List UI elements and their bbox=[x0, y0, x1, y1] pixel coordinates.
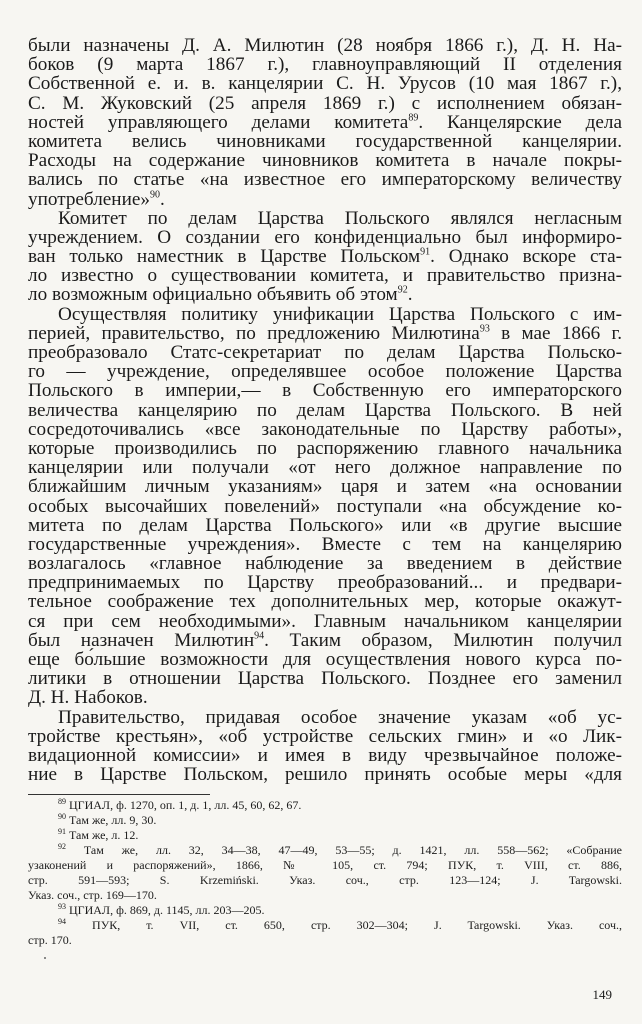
footnote-text: Там же, л. 12. bbox=[69, 828, 139, 842]
body-text-continued: . bbox=[407, 284, 413, 306]
footnote-line bbox=[28, 888, 622, 903]
body-text: возлагалось «главное наблюдение за введением в действие bbox=[28, 553, 622, 575]
body-line bbox=[28, 631, 622, 650]
footnote-line bbox=[28, 813, 622, 828]
body-text-continued: . Таким образом, Милютин получил bbox=[264, 629, 622, 651]
body-text: канцелярии или получали «от него должное направление по bbox=[28, 457, 622, 479]
body-line bbox=[28, 458, 622, 477]
body-text: Правительство, придавая особое значение указам «об ус- bbox=[58, 706, 622, 728]
body-line bbox=[28, 247, 622, 266]
body-text: комитета велись чиновниками государственной канцелярии. bbox=[28, 130, 622, 152]
body-line bbox=[28, 305, 622, 324]
body-text: ло известно о существовании комитета, и правительство призна- bbox=[28, 265, 622, 287]
body-line bbox=[28, 554, 622, 573]
footnote-number: 91 bbox=[58, 827, 66, 836]
body-line bbox=[28, 573, 622, 592]
body-text-continued: в мае 1866 г. bbox=[489, 322, 622, 344]
body-text: ние в Царстве Польском, решило принять особые меры «для bbox=[28, 764, 622, 786]
body-text: которые производились по распоряжению главного начальника bbox=[28, 437, 622, 459]
body-text: митета по делам Царства Польского» или «в другие высшие bbox=[28, 514, 622, 536]
body-text: употребление» bbox=[28, 188, 150, 210]
body-line bbox=[28, 420, 622, 439]
body-text: ло возможным официально объявить об этом bbox=[28, 284, 398, 306]
body-text: учреждением. О создании его конфиденциально был информиро- bbox=[28, 226, 622, 248]
body-line bbox=[28, 612, 622, 631]
body-text: преобразовало Статс-секретариат по делам Царства Польско- bbox=[28, 342, 622, 363]
footnote-line bbox=[28, 873, 622, 888]
body-line bbox=[28, 132, 622, 151]
body-line bbox=[28, 170, 622, 189]
footnote-ref: 94 bbox=[254, 630, 265, 642]
body-text-continued: . Однако вскоре ста- bbox=[430, 246, 622, 268]
footnote-ref: 90 bbox=[149, 189, 160, 201]
footnote-divider bbox=[28, 794, 210, 795]
body-text: Д. Н. Набоков. bbox=[28, 687, 148, 709]
body-line bbox=[28, 381, 622, 400]
body-line bbox=[28, 765, 622, 784]
body-text: С. М. Жуковский (25 апреля 1869 г.) с исполнением обязан- bbox=[28, 92, 622, 114]
body-text: боков (9 марта 1867 г.), главноуправляющий II отделения bbox=[28, 54, 622, 76]
body-text: ностей управляющего делами комитета bbox=[28, 111, 409, 133]
footnote-text: Там же, лл. 32, 34—38, 47—49, 53—55; д. 1421, лл. 558—562; «Собрание bbox=[83, 843, 622, 857]
footnote-line bbox=[28, 903, 622, 918]
body-text: государственные учреждения». Вместе с тем на канцелярию bbox=[28, 533, 622, 555]
body-text: сосредоточивались «все законодательные по Царству работы», bbox=[28, 418, 622, 440]
body-line bbox=[28, 669, 622, 688]
body-line bbox=[28, 324, 622, 343]
footnote-text: Там же, лл. 9, 30. bbox=[69, 813, 157, 827]
body-text: ближайшим личным указаниям» царя и затем «на основании bbox=[28, 476, 622, 498]
footnote-text: узаконений и распоряжений», 1866, № 105, ст. 794; ПУК, т. VIII, ст. 886, bbox=[28, 858, 622, 872]
body-line bbox=[28, 727, 622, 746]
footnote-number: 92 bbox=[58, 842, 66, 851]
body-text: тельное соображение тех дополнительных мер, которые окажут- bbox=[28, 591, 622, 613]
body-text: Собственной е. и. в. канцелярии С. Н. Урусов (10 мая 1867 г.), bbox=[28, 73, 622, 95]
footnote-text: стр. 170. bbox=[28, 933, 72, 947]
body-text: особых высочайших повелений» поступали «на обсуждение ко- bbox=[28, 495, 622, 517]
body-line bbox=[28, 55, 622, 74]
body-line bbox=[28, 209, 622, 228]
footnote-line bbox=[28, 858, 622, 873]
body-text: Комитет по делам Царства Польского являлся негласным bbox=[58, 207, 622, 229]
footnote-number: 90 bbox=[58, 812, 66, 821]
body-line bbox=[28, 516, 622, 535]
body-text: ван только наместник в Царстве Польском bbox=[28, 246, 421, 268]
body-line bbox=[28, 94, 622, 113]
body-text-continued: . bbox=[159, 188, 165, 210]
body-text: видационной комиссии» и имея в виду чрезвычайное положе- bbox=[28, 744, 622, 766]
footnote-line bbox=[28, 843, 622, 858]
body-line bbox=[28, 592, 622, 611]
footnote-line bbox=[28, 918, 622, 933]
body-line bbox=[28, 343, 622, 362]
page-number: 149 bbox=[592, 987, 612, 1002]
footnote-ref: 91 bbox=[420, 246, 431, 258]
footnote-number: 89 bbox=[58, 797, 66, 806]
body-text: ся при сем необходимыми». Главным начальником канцелярии bbox=[28, 610, 622, 632]
footnote-line bbox=[28, 933, 622, 948]
body-text: перией, правительство, по предложению Милютина bbox=[28, 322, 480, 344]
body-line bbox=[28, 285, 622, 304]
body-line bbox=[28, 113, 622, 132]
body-text: был назначен Милютин bbox=[28, 629, 255, 651]
body-line bbox=[28, 688, 622, 707]
footnote-line bbox=[28, 828, 622, 843]
footnote-text: ПУК, т. VII, ст. 650, стр. 302—304; J. Targowski. Указ. соч., bbox=[92, 918, 623, 932]
body-text: Польского в империи,— в Собственную его императорского bbox=[28, 380, 622, 402]
body-line bbox=[28, 151, 622, 170]
footnote-text: ЦГИАЛ, ф. 1270, оп. 1, д. 1, лл. 45, 60, 62, 67. bbox=[69, 798, 302, 812]
footnote-ref: 92 bbox=[397, 285, 408, 297]
body-text: вались по статье «на известное его императорскому величеству bbox=[28, 169, 622, 191]
footnote-line bbox=[28, 798, 622, 813]
body-text: тройстве крестьян», «об устройстве сельских гмин» и «о Лик- bbox=[28, 725, 622, 747]
main-text bbox=[28, 36, 622, 784]
footnote-ref: 93 bbox=[479, 323, 490, 335]
body-text: Осуществляя политику унификации Царства Польского с им- bbox=[58, 303, 622, 325]
body-text: го — учреждение, определявшее особое положение Царства bbox=[28, 361, 622, 383]
body-line bbox=[28, 266, 622, 285]
footnote-text: ЦГИАЛ, ф. 869, д. 1145, лл. 203—205. bbox=[69, 903, 265, 917]
footnote-text: Указ. соч., стр. 169—170. bbox=[28, 888, 157, 902]
body-line bbox=[28, 439, 622, 458]
footnote-text: стр. 591—593; S. Krzemiński. Указ. соч., стр. 123—124; J. Targowski. bbox=[28, 873, 622, 887]
body-line bbox=[28, 362, 622, 381]
body-text: Расходы на содержание чиновников комитета в начале покры- bbox=[28, 150, 622, 172]
footnotes bbox=[28, 798, 622, 948]
body-line bbox=[28, 36, 622, 55]
body-line bbox=[28, 650, 622, 669]
body-line bbox=[28, 477, 622, 496]
body-line bbox=[28, 228, 622, 247]
body-line bbox=[28, 190, 622, 209]
print-speck bbox=[44, 957, 46, 959]
footnote-ref: 89 bbox=[408, 112, 419, 124]
footnote-number: 93 bbox=[58, 902, 66, 911]
body-line bbox=[28, 746, 622, 765]
body-line bbox=[28, 535, 622, 554]
body-line bbox=[28, 497, 622, 516]
body-text: были назначены Д. А. Милютин (28 ноября 1866 г.), Д. Н. На- bbox=[28, 35, 622, 56]
body-text: еще бо́льшие возможности для осуществления нового курса по- bbox=[28, 649, 622, 670]
body-line bbox=[28, 401, 622, 420]
body-text: литики в отношении Царства Польского. Позднее его заменил bbox=[28, 668, 622, 690]
body-line bbox=[28, 74, 622, 93]
body-text: предпринимаемых по Царству преобразований... и предвари- bbox=[28, 572, 622, 594]
footnote-number: 94 bbox=[58, 917, 66, 926]
body-line bbox=[28, 708, 622, 727]
body-text: величества канцелярию по делам Царства Польского. В ней bbox=[28, 399, 622, 421]
body-text-continued: . Канцелярские дела bbox=[418, 111, 622, 133]
